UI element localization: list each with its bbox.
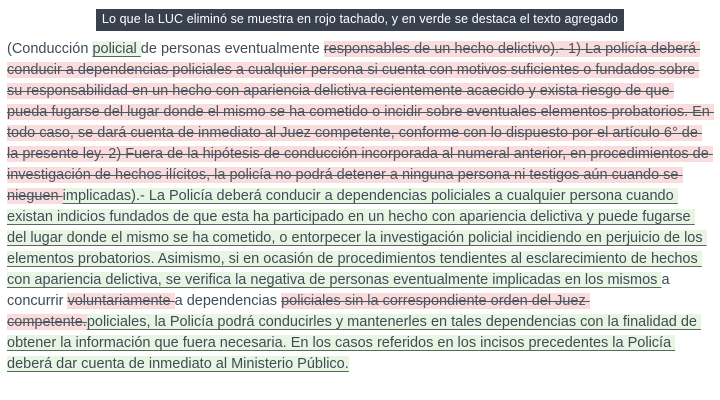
text-run-normal: a concurrir (7, 272, 674, 309)
text-run-added: implicadas).- La Policía deberá conducir a dependencias policiales a cualquier persona cuando existan indicios fundados de que esta ha participado en un hecho con apariencia delictiva y puede fugarse del lugar donde el mismo se ha cometido, o entorpecer la investigación policial incidiendo en perjuicio de los elementos probatorios. Asimismo, si en ocasión de procedimientos tendientes al esclarecimiento de hechos con apariencia delictiva, se verifica la negativa de personas eventualmente implicadas en los mismos (7, 188, 707, 288)
text-run-removed: responsables de un hecho delictivo).- 1) La policía deberá conducir a dependencias policiales a cualquier persona si cuenta con motivos suficientes o fundados sobre su responsabilidad en un hecho con apariencia delictiva recientemente acaecido y exista riesgo de que pueda fugarse del lugar donde el mismo se ha cometido o incidir sobre eventuales elementos probatorios. En todo caso, se dará cuenta de inmediato al Juez competente, conforme con lo dispuesto por el artículo 6° de la presente ley. 2) Fuera de la hipótesis de conducción incorporada al numeral anterior, en procedimientos de investigación de hechos ilícitos, la policía no podrá detener a ninguna persona ni testigos aún cuando se nieguen (7, 41, 714, 204)
text-run-added: policiales, la Policía podrá conducirles y mantenerles en tales dependencias con la finalidad de obtener la información que fuera necesaria. En los casos referidos en los incisos precedentes la Policía deberá dar cuenta de inmediato al Ministerio Público. (7, 314, 702, 372)
text-run-removed: policiales sin la correspondiente orden del Juez competente. (7, 293, 590, 330)
text-run-normal: a dependencias (174, 293, 282, 309)
law-text (7, 39, 713, 375)
text-run-added: policial (92, 41, 141, 57)
legend-banner: Lo que la LUC eliminó se muestra en rojo tachado, y en verde se destaca el texto agregado (96, 9, 624, 31)
text-run-normal: (Conducción (7, 41, 93, 57)
text-run-removed: voluntariamente (67, 293, 175, 309)
banner-row (0, 0, 720, 31)
text-run-normal: de personas eventualmente (140, 41, 324, 57)
